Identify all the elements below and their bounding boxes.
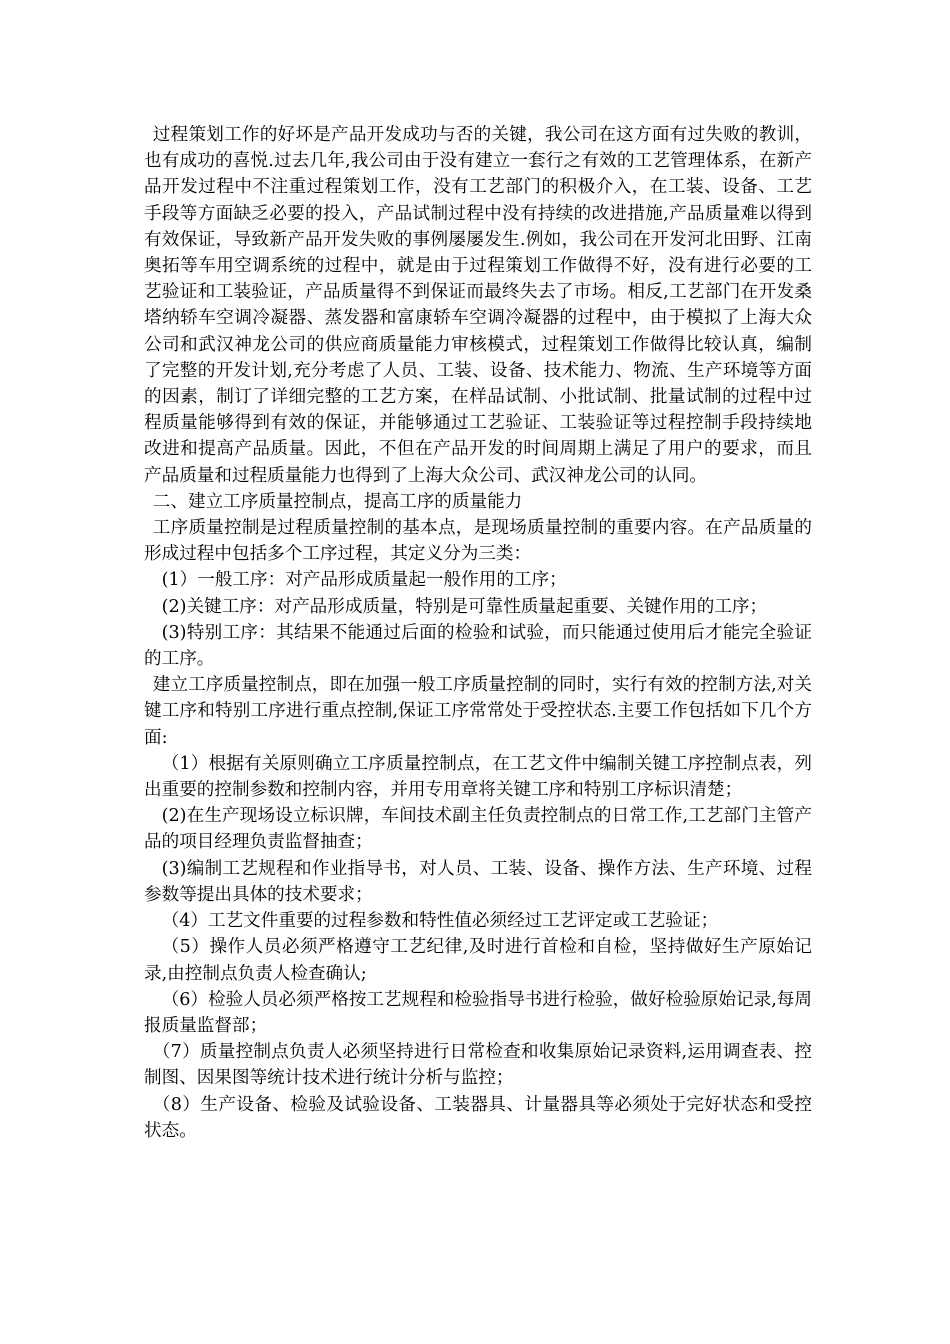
list-item-6: （6）检验人员必须严格按工艺规程和检验指导书进行检验，做好检验原始记录,每周报质量监督部； [144, 989, 812, 1036]
list-item-7: （7）质量控制点负责人必须坚持进行日常检查和收集原始记录资料,运用调查表、控制图、因果图等统计技术进行统计分析与监控； [144, 1042, 812, 1089]
paragraph-control-points: 建立工序质量控制点，即在加强一般工序质量控制的同时，实行有效的控制方法,对关键工序和特别工序进行重点控制,保证工序常常处于受控状态.主要工作包括如下几个方面: [144, 675, 812, 748]
paragraph-process-planning: 过程策划工作的好坏是产品开发成功与否的关键，我公司在这方面有过失败的教训，也有成功的喜悦.过去几年,我公司由于没有建立一套行之有效的工艺管理体系，在新产品开发过程中不注重过程策划工作，没有工艺部门的积极介入，在工装、设备、工艺手段等方面缺乏必要的投入，产品试制过程中没有持续的改进措施,产品质量难以得到有效保证，导致新产品开发失败的事例屡屡发生.例如，我公司在开发河北田野、江南奥拓等车用空调系统的过程中，就是由于过程策划工作做得不好，没有进行必要的工艺验证和工装验证，产品质量得不到保证而最终失去了市场。相反,工艺部门在开发桑塔纳轿车空调冷凝器、蒸发器和富康轿车空调冷凝器的过程中，由于模拟了上海大众公司和武汉神龙公司的供应商质量能力审核模式，过程策划工作做得比较认真，编制了完整的开发计划,充分考虑了人员、工装、设备、技术能力、物流、生产环境等方面的因素，制订了详细完整的工艺方案，在样品试制、小批试制、批量试制的过程中过程质量能够得到有效的保证，并能够通过工艺验证、工装验证等过程控制手段持续地改进和提高产品质量。因此，不但在产品开发的时间周期上满足了用户的要求，而且产品质量和过程质量能力也得到了上海大众公司、武汉神龙公司的认同。 [144, 125, 812, 486]
document-body [144, 122, 812, 1144]
list-item-2: (2)在生产现场设立标识牌，车间技术副主任负责控制点的日常工作,工艺部门主管产品的项目经理负责监督抽查； [144, 806, 812, 853]
list-item-special-process: (3)特别工序：其结果不能通过后面的检验和试验，而只能通过使用后才能完全验证的工序。 [144, 622, 812, 670]
list-item-3: (3)编制工艺规程和作业指导书，对人员、工装、设备、操作方法、生产环境、过程参数等提出具体的技术要求； [144, 858, 812, 905]
list-item-4: （4）工艺文件重要的过程参数和特性值必须经过工艺评定或工艺验证； [161, 911, 719, 932]
list-item-key-process: (2)关键工序：对产品形成质量，特别是可靠性质量起重要、关键作用的工序； [161, 596, 768, 617]
list-item-1: （1）根据有关原则确立工序质量控制点，在工艺文件中编制关键工序控制点表，列出重要的控制参数和控制内容，并用专用章将关键工序和特别工序标识清楚； [144, 753, 812, 801]
list-item-8: （8）生产设备、检验及试验设备、工装器具、计量器具等必须处于完好状态和受控状态。 [144, 1094, 812, 1141]
paragraph-process-quality-intro: 工序质量控制是过程质量控制的基本点，是现场质量控制的重要内容。在产品质量的形成过程中包括多个工序过程，其定义分为三类： [144, 518, 812, 565]
list-item-5: （5）操作人员必须严格遵守工艺纪律,及时进行首检和自检，坚持做好生产原始记录,由控制点负责人检查确认; [144, 937, 812, 984]
list-item-general-process: (1）一般工序：对产品形成质量起一般作用的工序； [161, 570, 567, 591]
section-heading-2: 二、建立工序质量控制点，提高工序的质量能力 [152, 491, 523, 512]
